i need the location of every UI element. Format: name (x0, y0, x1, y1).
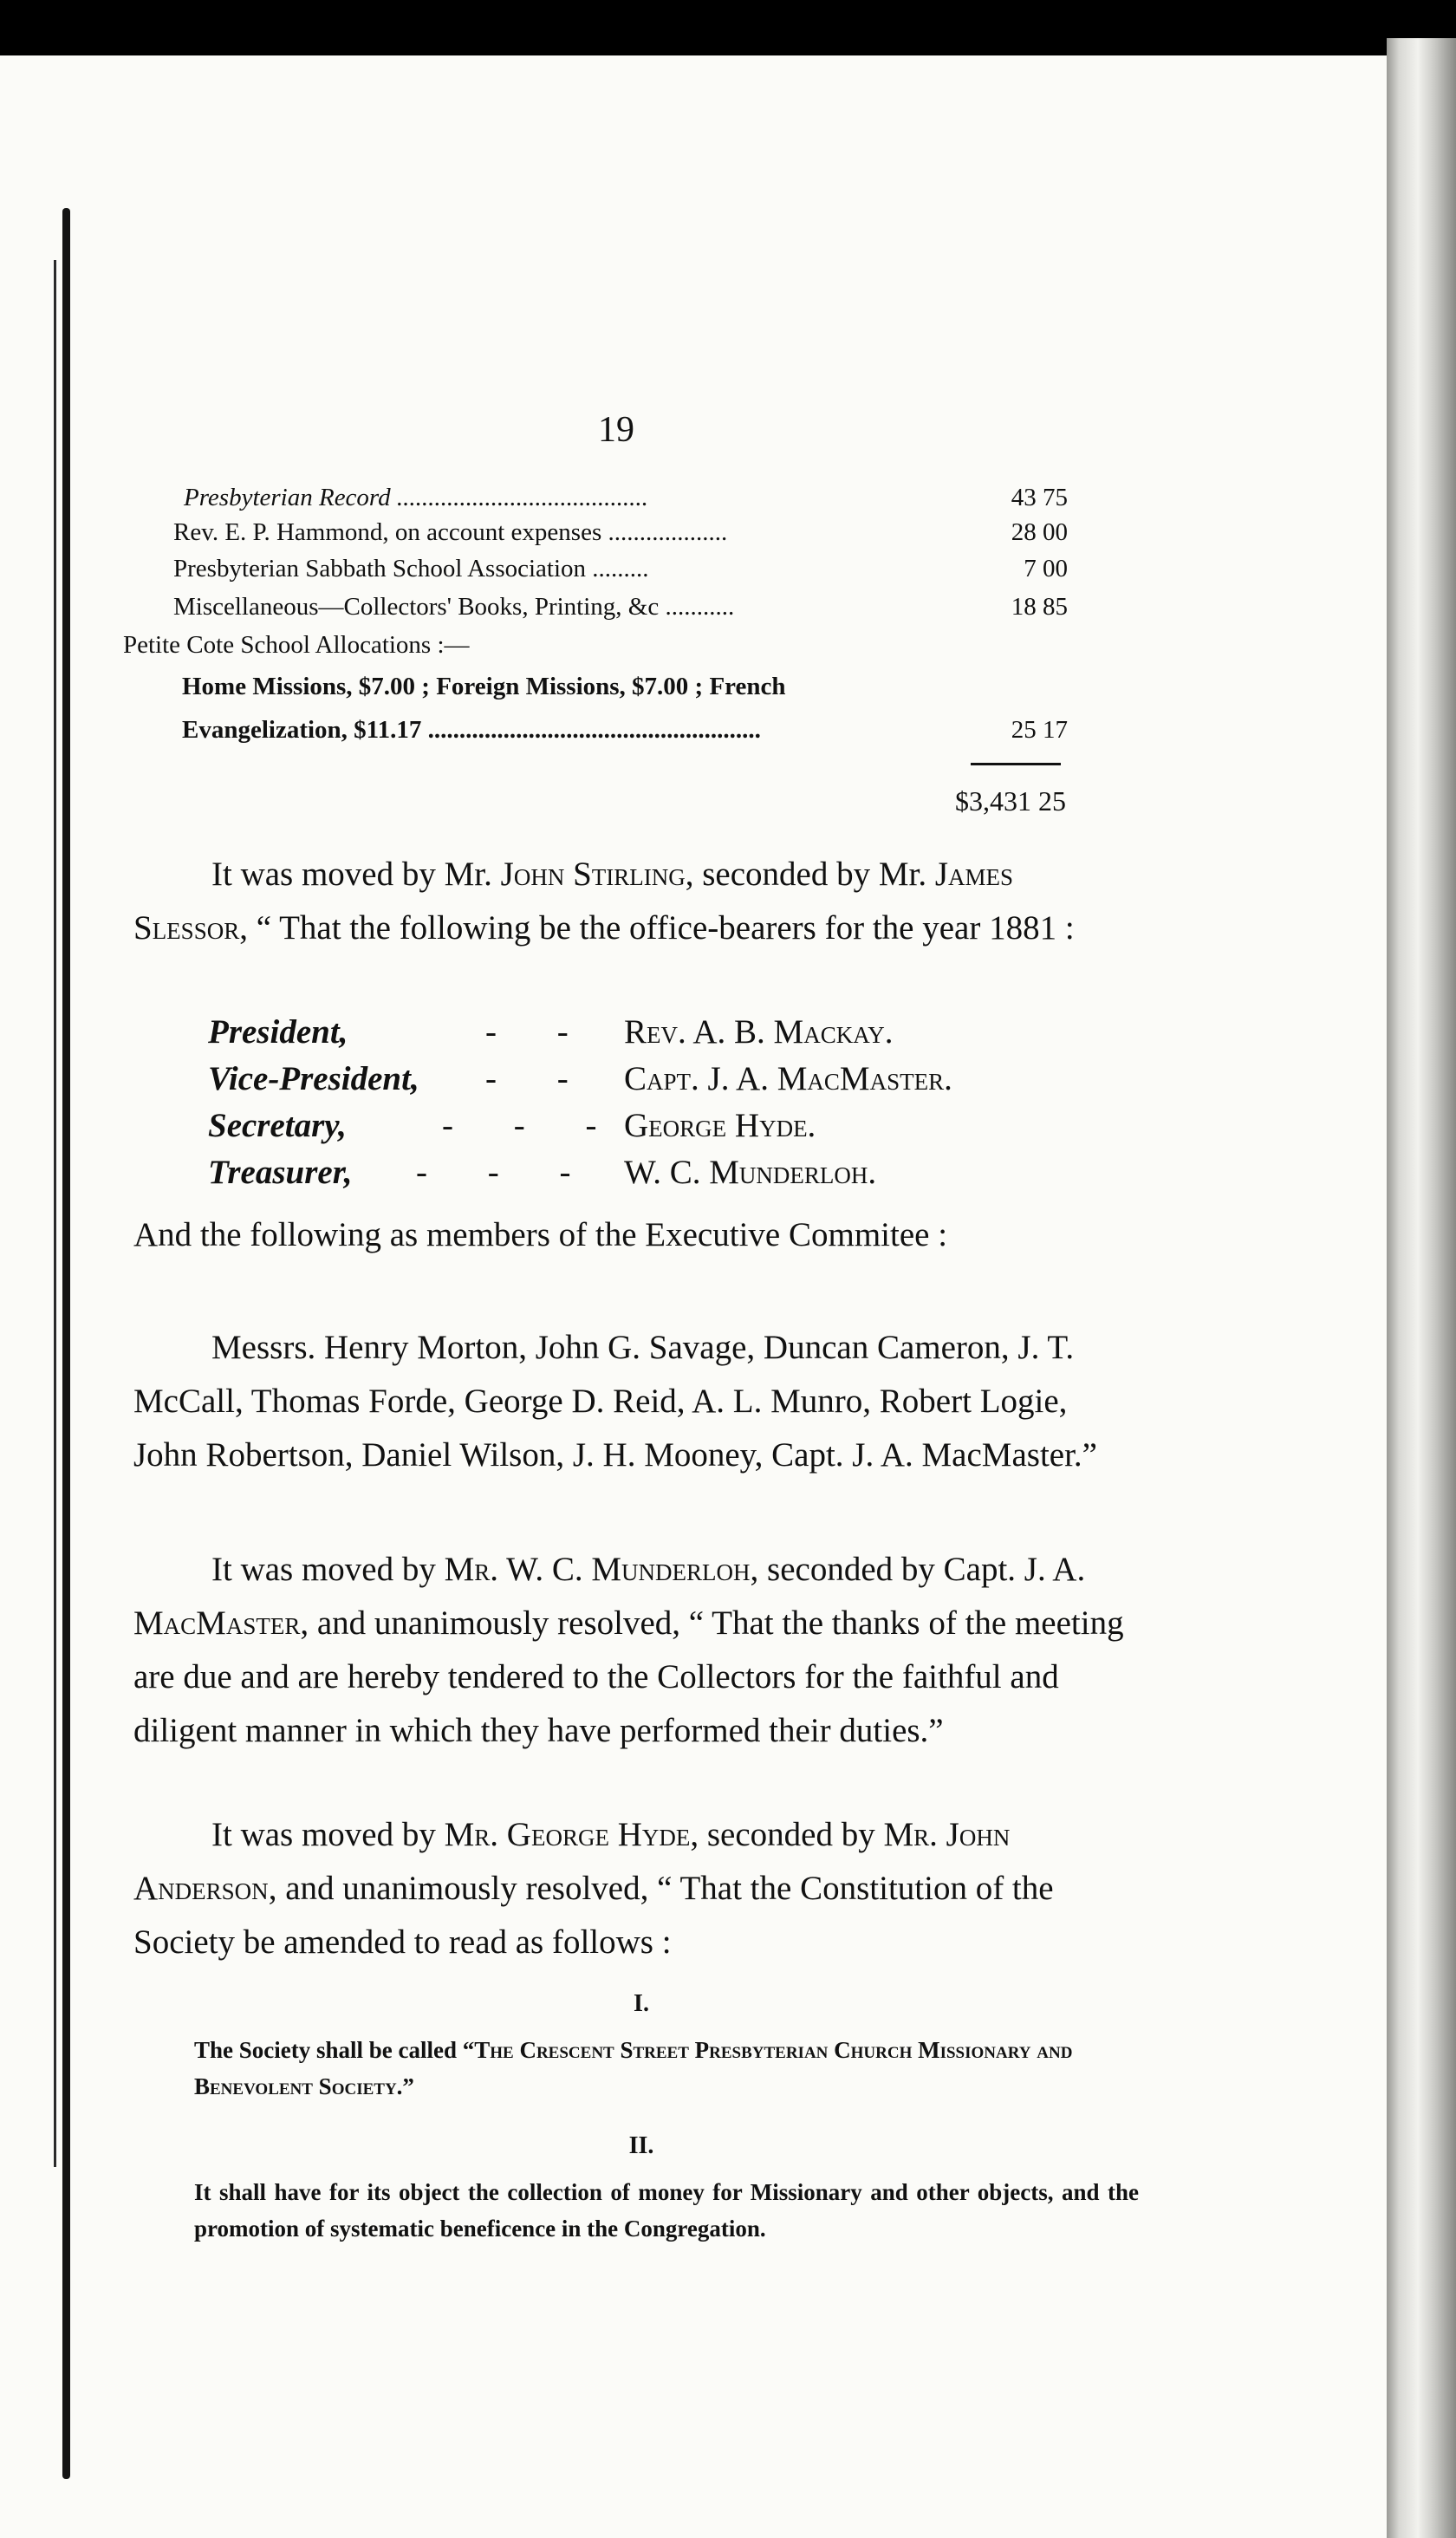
article-number: II. (628, 2132, 654, 2159)
account-amount: 43 75 (1011, 484, 1068, 511)
article-text (194, 2174, 1139, 2247)
account-label: Evangelization, $11.17 (182, 716, 422, 744)
mover-name: John Stirling (500, 856, 686, 893)
seconder-name: Mr. John Anderson (133, 1816, 1011, 1907)
account-leader: ........................................ (396, 484, 648, 511)
officer-title: President, (208, 1013, 348, 1051)
officer-name: Capt. J. A. MacMaster. (624, 1060, 952, 1097)
account-label: Presbyterian Record (184, 484, 391, 511)
officer-dashes: - - - (442, 1107, 623, 1144)
officer-dashes: - - - (416, 1154, 597, 1191)
officer-title: Secretary, (208, 1107, 347, 1144)
seconder-name: J. A. MacMaster (133, 1551, 1086, 1642)
account-label: Miscellaneous—Collectors' Books, Printing, &c (173, 593, 660, 621)
account-leader: ................... (608, 518, 728, 546)
total-amount: $3,431 25 (955, 785, 1066, 817)
executive-members: Messrs. Henry Morton, John G. Savage, Duncan Cameron, J. T. McCall, Thomas Forde, George D. Reid, A. L. Munro, Robert Logie, John Robertson, Daniel Wilson, J. H. Mooney, Capt. J. A. MacMaster.” (133, 1329, 1097, 1474)
officer-title: Treasurer, (208, 1154, 353, 1191)
article-body: It shall have for its object the collection of money for Missionary and other objects, and the promotion of systematic beneficence in the Congregation. (194, 2179, 1139, 2242)
motion-paragraph (133, 1808, 1130, 1969)
executive-intro: And the following as members of the Executive Commitee : (133, 1216, 948, 1253)
officer-name: W. C. Munderloh. (624, 1154, 877, 1191)
mover-name: Mr. W. C. Munderloh (444, 1551, 751, 1588)
account-label: Petite Cote School Allocations :— (123, 631, 470, 659)
motion-text: It was moved by (211, 1551, 445, 1588)
society-name: “The Crescent Street Presbyterian Church Missionary and Benevolent Society.” (194, 2037, 1073, 2099)
motion-text: , seconded by (690, 1816, 884, 1853)
account-label: Presbyterian Sabbath School Association (173, 555, 587, 582)
account-leader: ........... (665, 593, 735, 621)
officer-dashes: - - (485, 1013, 595, 1051)
account-label: Home Missions, $7.00 ; Foreign Missions, $7.00 ; French (182, 673, 786, 700)
article-body: The Society shall be called (194, 2037, 463, 2063)
binding-line-inner (54, 260, 56, 2167)
mover-name: Mr. George Hyde (444, 1816, 691, 1853)
article-number: I. (634, 1990, 649, 2017)
account-label: Rev. E. P. Hammond, on account expenses (173, 518, 602, 546)
motion-paragraph (133, 1543, 1130, 1758)
motion-text: , seconded by Mr. (685, 856, 935, 893)
page-edge (1387, 38, 1456, 2538)
motion-text: , “ That the following be the office-bearers for the year 1881 : (239, 909, 1075, 947)
account-amount: 28 00 (1011, 518, 1068, 546)
motion-text: , and unanimously resolved, “ That the thanks of the meeting are due and are hereby tendered to the Collectors for the faithful and diligent manner in which they have performed their duties.” (133, 1604, 1124, 1749)
officer-name: George Hyde. (624, 1107, 816, 1144)
motion-text: , seconded by Capt. (750, 1551, 1024, 1588)
officer-name: Rev. A. B. Mackay. (624, 1013, 894, 1051)
account-leader: ......... (592, 555, 649, 582)
account-leader: ..................................................... (427, 716, 761, 744)
account-amount: 18 85 (1011, 593, 1068, 621)
page (0, 55, 1387, 2538)
page-number: 19 (598, 410, 634, 450)
officer-title: Vice-President, (208, 1060, 419, 1097)
motion-text: , and unanimously resolved, “ That the Constitution of the Society be amended to read as follows : (133, 1870, 1054, 1961)
account-amount: 25 17 (1011, 716, 1068, 744)
officer-dashes: - - (485, 1060, 595, 1097)
seconder-name: James Slessor (133, 856, 1014, 947)
motion-text: It was moved by (211, 1816, 445, 1853)
motion-paragraph (133, 848, 1130, 955)
total-rule (971, 763, 1061, 765)
motion-text: It was moved by Mr. (211, 856, 501, 893)
account-amount: 7 00 (1024, 555, 1068, 582)
article-text (194, 2032, 1139, 2105)
